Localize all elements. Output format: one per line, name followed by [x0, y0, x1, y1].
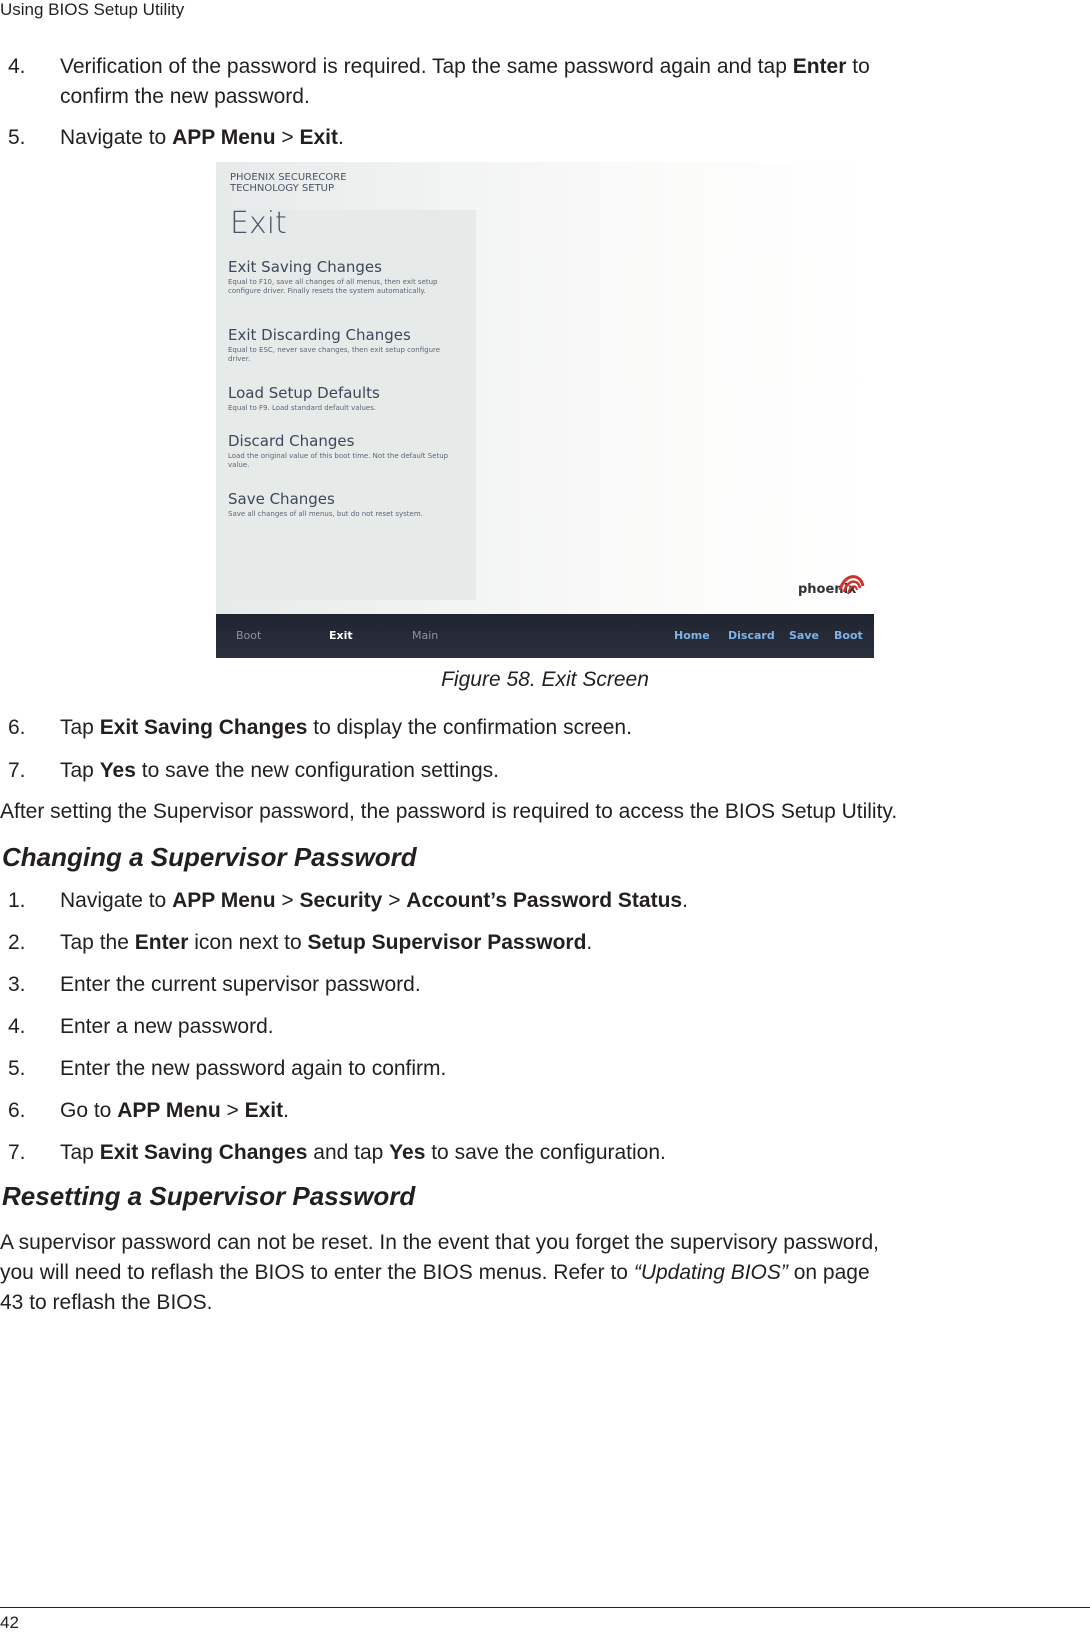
resetting-paragraph: A supervisor password can not be reset. In the event that you forget the supervisory password, you will need to reflash the BIOS to enter the BIOS menus. Refer to “Updating BIOS” on page 43 to reflash the BIOS. — [0, 1231, 879, 1314]
option-description: Load the original value of this boot time. Not the default Setup value. — [228, 452, 449, 469]
discard-button[interactable]: Discard — [728, 629, 775, 642]
brand-text: PHOENIX SECURECORE TECHNOLOGY SETUP — [230, 172, 347, 194]
phoenix-logo: phoenix — [798, 582, 857, 597]
updating-bios-link[interactable]: “Updating BIOS” — [633, 1261, 788, 1284]
save-button[interactable]: Save — [789, 629, 819, 642]
bottom-nav-bar — [216, 614, 874, 658]
step-text: Navigate to APP Menu > Exit. — [60, 126, 344, 149]
footer-divider — [0, 1607, 1090, 1608]
step-number: 4. — [8, 55, 26, 78]
enter-keyword: Enter — [792, 55, 847, 78]
nav-exit-tab[interactable]: Exit — [329, 629, 353, 642]
nav-boot-tab[interactable]: Boot — [236, 629, 262, 642]
after-setting-paragraph: After setting the Supervisor password, the password is required to access the BIOS Setup Utility. — [0, 800, 898, 823]
figure-caption: Figure 58. Exit Screen — [441, 668, 649, 691]
option-exit-discarding-changes[interactable]: Exit Discarding Changes — [228, 326, 411, 344]
section-heading-changing: Changing a Supervisor Password — [2, 842, 417, 872]
option-save-changes[interactable]: Save Changes — [228, 490, 335, 508]
option-description: Save all changes of all menus, but do not reset system. — [228, 510, 423, 518]
boot-button[interactable]: Boot — [834, 629, 863, 642]
option-description: Equal to F9. Load standard default values. — [228, 404, 377, 412]
option-description: Equal to ESC, never save changes, then exit setup configure driver. — [228, 346, 441, 363]
option-discard-changes[interactable]: Discard Changes — [228, 432, 355, 450]
page-number: 42 — [0, 1613, 19, 1632]
home-button[interactable]: Home — [674, 629, 710, 642]
screen-title: Exit — [230, 206, 287, 241]
option-load-setup-defaults[interactable]: Load Setup Defaults — [228, 384, 380, 402]
step-number: 5. — [8, 126, 26, 149]
option-exit-saving-changes[interactable]: Exit Saving Changes — [228, 258, 382, 276]
option-description: Equal to F10, save all changes of all menus, then exit setup configure driver. Finally resets the system automatically. — [228, 278, 438, 295]
exit-screen-figure — [216, 162, 874, 658]
phoenix-swirl-icon — [836, 570, 866, 600]
step-text: Verification of the password is required. Tap the same password again and tap Enter to confirm the new password. — [60, 55, 870, 108]
section-heading-resetting: Resetting a Supervisor Password — [2, 1181, 416, 1211]
nav-main-tab[interactable]: Main — [412, 629, 439, 642]
running-header: Using BIOS Setup Utility — [0, 0, 185, 19]
